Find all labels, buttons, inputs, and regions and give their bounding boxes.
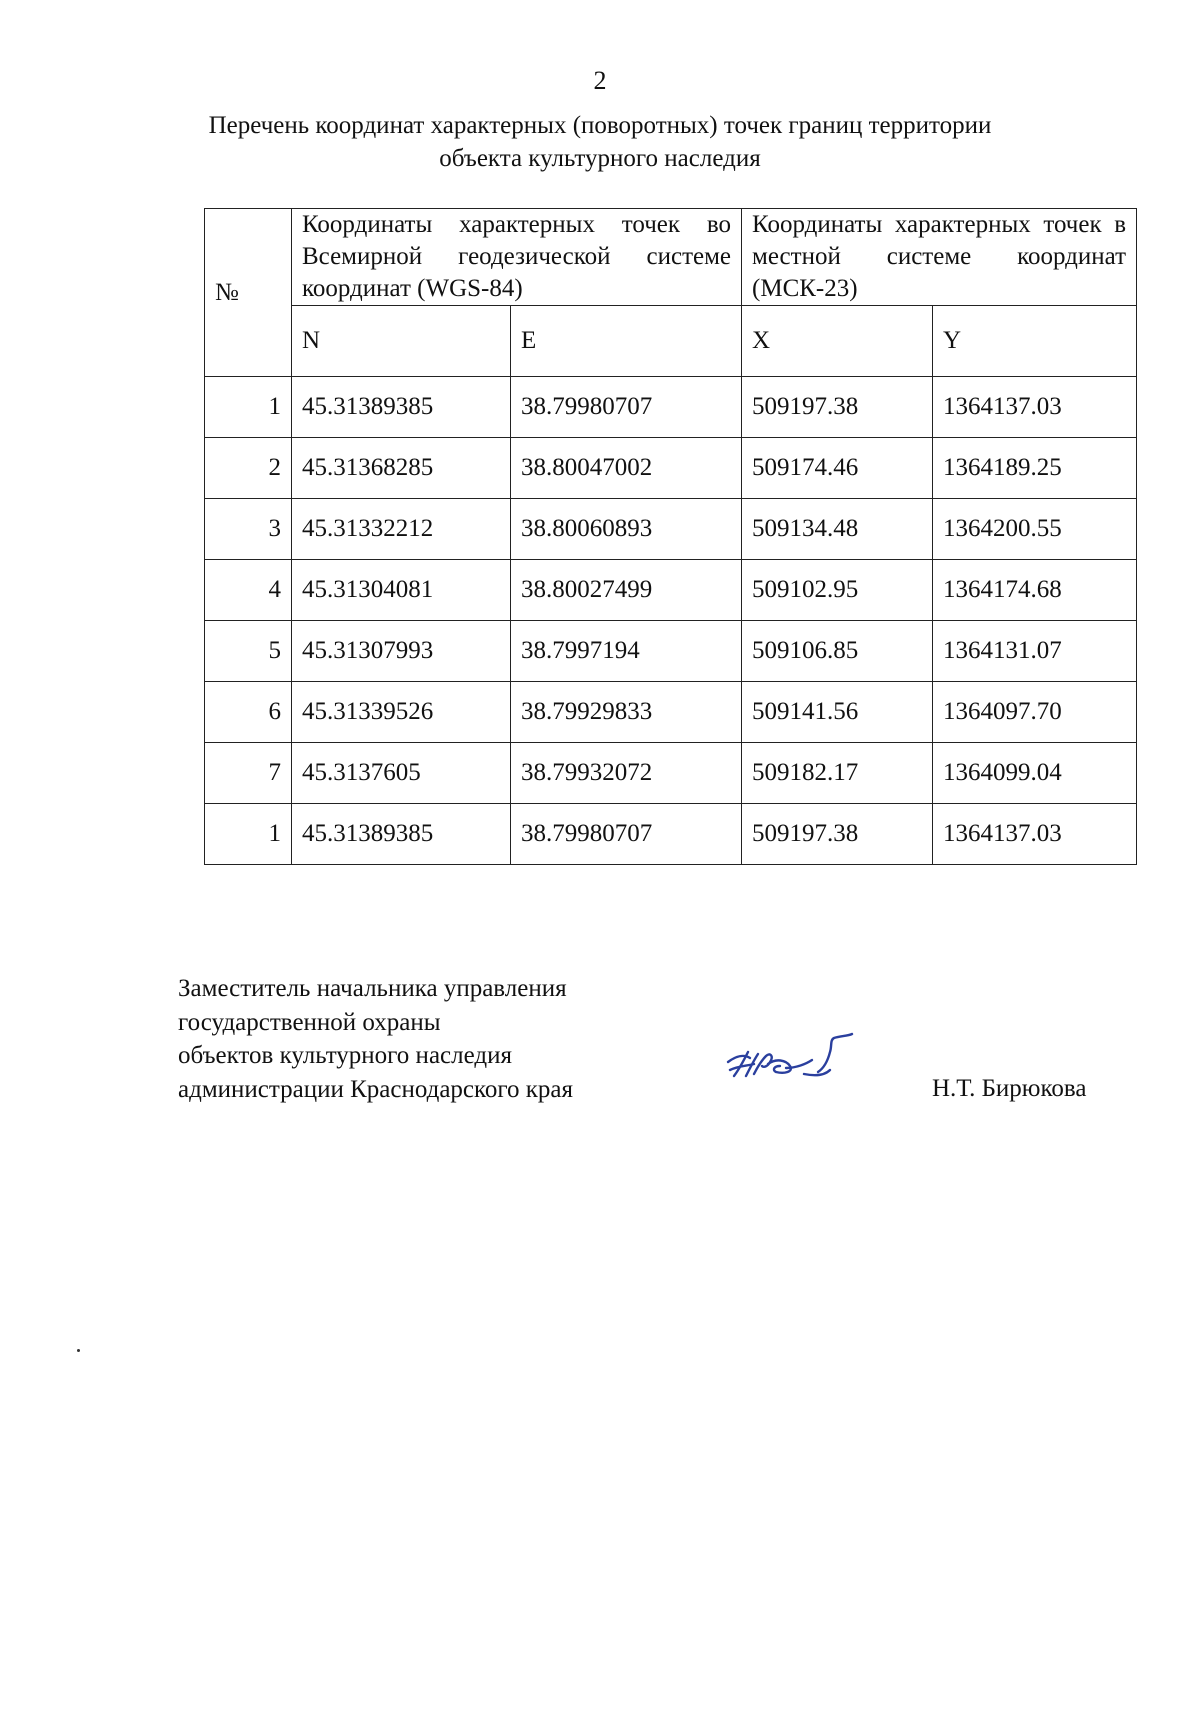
table-row (205, 682, 1137, 743)
e-cell: 38.79980707 (511, 804, 742, 865)
y-column-header: Y (933, 306, 1137, 377)
e-column-header: E (511, 306, 742, 377)
table-row (205, 804, 1137, 865)
e-cell: 38.79929833 (511, 682, 742, 743)
n-cell: 45.31332212 (292, 499, 511, 560)
handwritten-signature (724, 1030, 854, 1090)
x-cell: 509141.56 (742, 682, 933, 743)
table-row (205, 438, 1137, 499)
table-row (205, 560, 1137, 621)
x-cell: 509106.85 (742, 621, 933, 682)
y-cell: 1364137.03 (933, 804, 1137, 865)
e-cell: 38.79980707 (511, 377, 742, 438)
n-cell: 45.31368285 (292, 438, 511, 499)
coordinates-table (204, 208, 1137, 865)
point-number-cell: 5 (205, 621, 292, 682)
point-number-cell: 7 (205, 743, 292, 804)
e-cell: 38.80060893 (511, 499, 742, 560)
n-cell: 45.31307993 (292, 621, 511, 682)
x-cell: 509182.17 (742, 743, 933, 804)
signer-position-line: Заместитель начальника управления (178, 975, 567, 1002)
e-cell: 38.80047002 (511, 438, 742, 499)
y-cell: 1364131.07 (933, 621, 1137, 682)
n-column-header: N (292, 306, 511, 377)
x-cell: 509102.95 (742, 560, 933, 621)
x-cell: 509174.46 (742, 438, 933, 499)
n-cell: 45.31304081 (292, 560, 511, 621)
table-row (205, 377, 1137, 438)
scan-speck (77, 1349, 80, 1352)
n-cell: 45.31389385 (292, 377, 511, 438)
title-line-2: объекта культурного наследия (439, 145, 761, 172)
x-cell: 509197.38 (742, 377, 933, 438)
x-cell: 509134.48 (742, 499, 933, 560)
y-cell: 1364174.68 (933, 560, 1137, 621)
e-cell: 38.80027499 (511, 560, 742, 621)
wgs84-column-header: Координаты характерных точек во Всемирной геодезической системе координат (WGS-84) (292, 209, 742, 306)
title-line-1: Перечень координат характерных (поворотных) точек границ территории (208, 112, 992, 139)
point-number-cell: 2 (205, 438, 292, 499)
n-cell: 45.3137605 (292, 743, 511, 804)
y-cell: 1364137.03 (933, 377, 1137, 438)
signer-position-line: государственной охраны (178, 1008, 441, 1036)
e-cell: 38.7997194 (511, 621, 742, 682)
point-number-cell: 4 (205, 560, 292, 621)
number-column-header: № (205, 209, 292, 377)
point-number-cell: 1 (205, 377, 292, 438)
document-title (150, 109, 1050, 175)
y-cell: 1364200.55 (933, 499, 1137, 560)
y-cell: 1364189.25 (933, 438, 1137, 499)
y-cell: 1364097.70 (933, 682, 1137, 743)
point-number-cell: 1 (205, 804, 292, 865)
n-cell: 45.31389385 (292, 804, 511, 865)
e-cell: 38.79932072 (511, 743, 742, 804)
n-cell: 45.31339526 (292, 682, 511, 743)
signer-position-line: объектов культурного наследия (178, 1042, 512, 1069)
signer-position (178, 972, 573, 1106)
table-row (205, 499, 1137, 560)
y-cell: 1364099.04 (933, 743, 1137, 804)
point-number-cell: 6 (205, 682, 292, 743)
signer-name: Н.Т. Бирюкова (932, 1075, 1087, 1102)
table-row (205, 743, 1137, 804)
point-number-cell: 3 (205, 499, 292, 560)
msk23-column-header: Координаты характерных точек в местной системе координат (МСК-23) (742, 209, 1137, 306)
table-row (205, 621, 1137, 682)
page-number: 2 (593, 66, 607, 95)
signer-position-line: администрации Краснодарского края (178, 1075, 574, 1103)
x-cell: 509197.38 (742, 804, 933, 865)
x-column-header: X (742, 306, 933, 377)
